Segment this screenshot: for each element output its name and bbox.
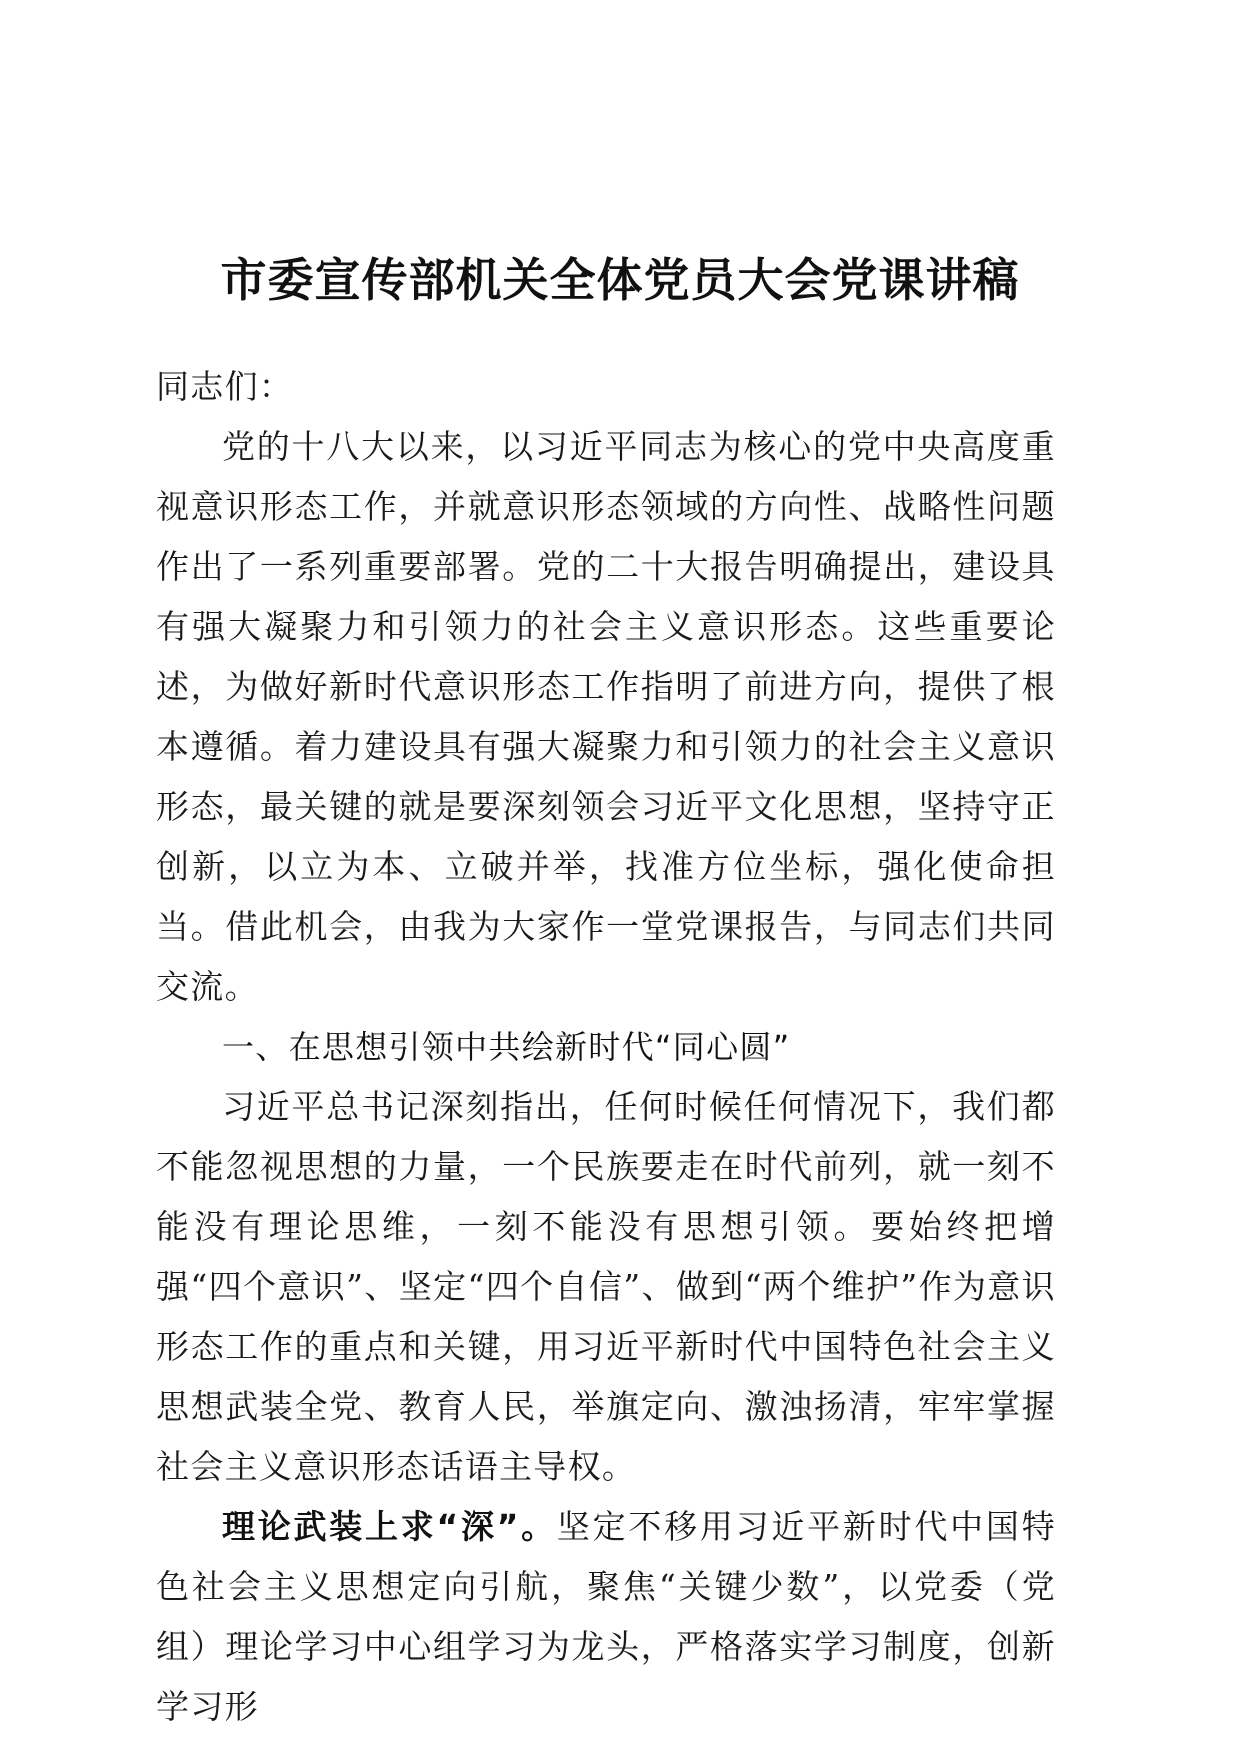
document-title: 市委宣传部机关全体党员大会党课讲稿 bbox=[220, 253, 1020, 307]
section-paragraph: 习近平总书记深刻指出，任何时候任何情况下，我们都不能忽视思想的力量，一个民族要走在时代前列，就一刻不能没有理论思维，一刻不能没有思想引领。要始终把增强“四个意识”、坚定“四个自信”、做到“两个维护”作为意识形态工作的重点和关键，用习近平新时代中国特色社会主义思想武装全党、教育人民，举旗定向、激浊扬清，牢牢掌握社会主义意识形态话语主导权。 bbox=[156, 1087, 1056, 1486]
section-heading: 一、在思想引领中共绘新时代“同心圆” bbox=[222, 1028, 791, 1066]
subsection-paragraph bbox=[156, 1497, 1056, 1737]
intro-paragraph: 党的十八大以来，以习近平同志为核心的党中央高度重视意识形态工作，并就意识形态领域的方向性、战略性问题作出了一系列重要部署。党的二十大报告明确提出，建设具有强大凝聚力和引领力的社会主义意识形态。这些重要论述，为做好新时代意识形态工作指明了前进方向，提供了根本遵循。着力建设具有强大凝聚力和引领力的社会主义意识形态，最关键的就是要深刻领会习近平文化思想，坚持守正创新，以立为本、立破并举，找准方位坐标，强化使命担当。借此机会，由我为大家作一堂党课报告，与同志们共同交流。 bbox=[156, 427, 1056, 1006]
subsection-text: 坚定不移用习近平新时代中国特色社会主义思想定向引航，聚焦“关键少数”，以党委（党组）理论学习中心组学习为龙头，严格落实学习制度，创新学习形 bbox=[156, 1507, 1056, 1726]
document-body bbox=[156, 357, 1056, 1737]
subsection-lead: 理论武装上求“深”。 bbox=[222, 1507, 557, 1546]
salutation: 同志们： bbox=[156, 367, 294, 406]
